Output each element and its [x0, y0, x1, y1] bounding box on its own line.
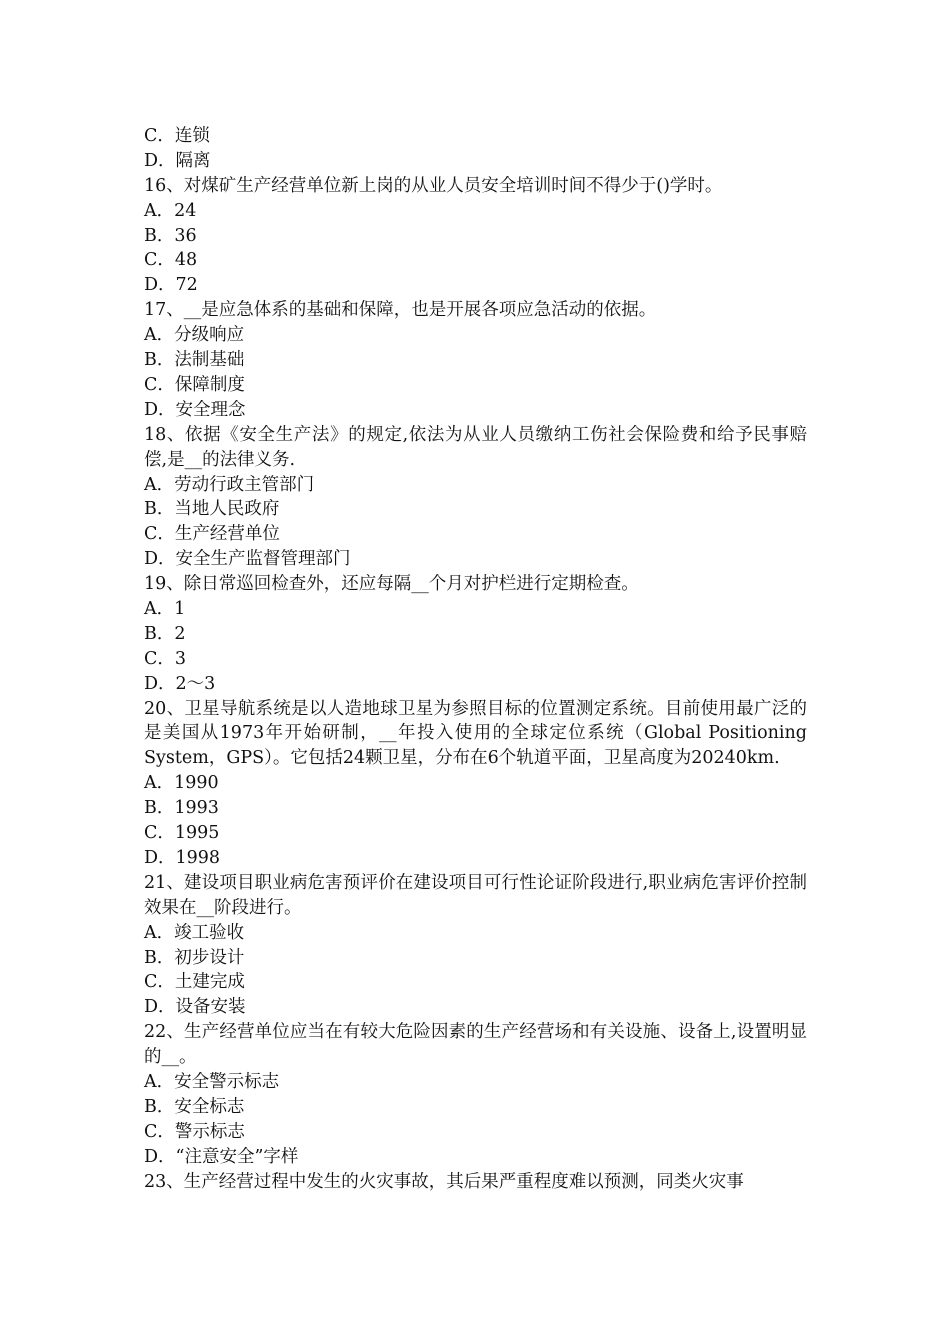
answer-option: C．3 [144, 648, 187, 669]
answer-option: C．连锁 [144, 126, 210, 146]
answer-option: B．36 [144, 225, 197, 246]
answer-option: A．竣工验收 [144, 922, 245, 943]
answer-option: C．48 [144, 250, 198, 271]
answer-option: C．1995 [144, 823, 220, 844]
answer-option: A．1990 [144, 773, 219, 794]
answer-option: A．分级响应 [144, 325, 245, 346]
answer-option: A．1 [144, 599, 186, 619]
question-text: 16、对煤矿生产经营单位新上岗的从业人员安全培训时间不得少于()学时。 [144, 175, 723, 196]
answer-option: B．当地人民政府 [144, 499, 280, 520]
document-body [144, 124, 807, 1195]
answer-option: B．初步设计 [144, 947, 245, 968]
question-text: 17、__是应急体系的基础和保障，也是开展各项应急活动的依据。 [144, 300, 657, 321]
answer-option: C．生产经营单位 [144, 524, 280, 545]
answer-option: C．土建完成 [144, 972, 245, 993]
answer-option: D．72 [144, 275, 198, 296]
answer-option: C．警示标志 [144, 1121, 245, 1142]
answer-option: D．“注意安全”字样 [144, 1146, 299, 1167]
answer-option: C．保障制度 [144, 374, 245, 395]
question-text: 22、生产经营单位应当在有较大危险因素的生产经营场和有关设施、设备上,设置明显的__。 [144, 1022, 807, 1068]
answer-option: D．设备安装 [144, 997, 246, 1018]
answer-option: B．2 [144, 623, 186, 644]
question-text: 23、生产经营过程中发生的火灾事故，其后果严重程度难以预测，同类火灾事 [144, 1171, 744, 1192]
answer-option: D．1998 [144, 847, 221, 868]
question-text: 18、依据《安全生产法》的规定,依法为从业人员缴纳工伤社会保险费和给予民事赔偿,是__的法律义务. [144, 424, 807, 470]
answer-option: B．1993 [144, 798, 219, 819]
answer-option: A．劳动行政主管部门 [144, 474, 315, 495]
answer-option: D．隔离 [144, 150, 211, 171]
answer-option: B．法制基础 [144, 350, 245, 371]
answer-option: D．2～3 [144, 673, 216, 694]
question-text: 21、建设项目职业病危害预评价在建设项目可行性论证阶段进行,职业病危害评价控制效果在__阶段进行。 [144, 872, 807, 918]
question-text: 19、除日常巡回检查外，还应每隔__个月对护栏进行定期检查。 [144, 574, 639, 595]
answer-option: B．安全标志 [144, 1096, 245, 1117]
answer-option: A．安全警示标志 [144, 1072, 280, 1093]
answer-option: D．安全生产监督管理部门 [144, 549, 351, 570]
question-text: 20、卫星导航系统是以人造地球卫星为参照目标的位置测定系统。目前使用最广泛的是美国从1973年开始研制，__年投入使用的全球定位系统（Global Positioning System，GPS）。它包括24颗卫星，分布在6个轨道平面，卫星高度为20240km. [144, 698, 807, 769]
answer-option: D．安全理念 [144, 399, 246, 420]
answer-option: A．24 [144, 200, 197, 221]
